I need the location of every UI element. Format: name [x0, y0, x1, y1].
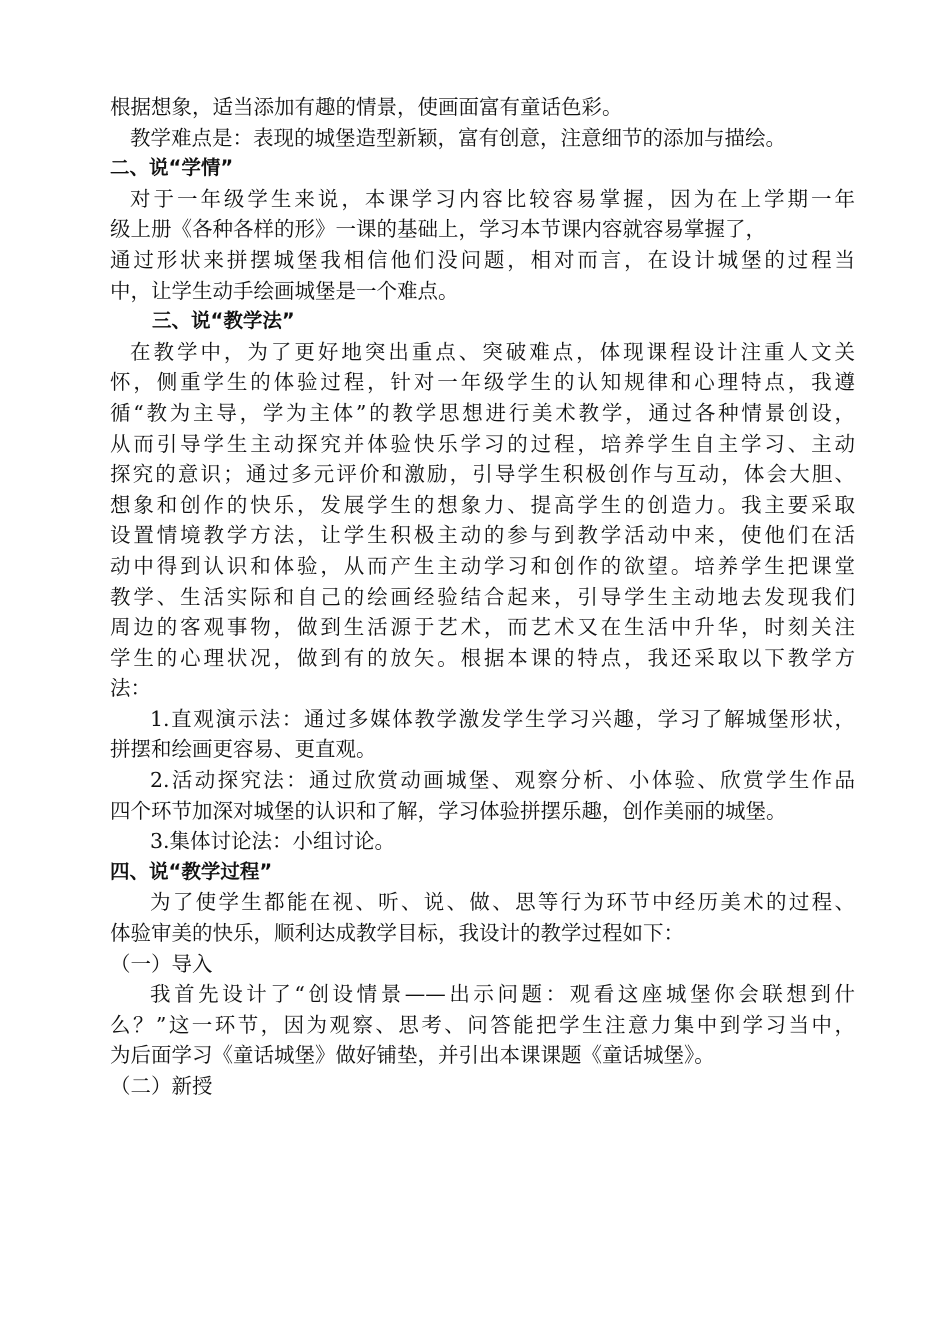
text-line: 循“教为主导，学为主体”的教学思想进行美术教学，通过各种情景创设，	[110, 400, 855, 425]
text-line: 么？”这一环节，因为观察、思考、问答能把学生注意力集中到学习当中，	[110, 1012, 855, 1037]
text-line: 根据想象，适当添加有趣的情景，使画面富有童话色彩。	[110, 95, 623, 119]
text-line: 教学、生活实际和自己的绘画经验结合起来，引导学生主动地去发现我们	[110, 584, 855, 609]
text-line: 为了使学生都能在视、听、说、做、思等行为环节中经历美术的过程、	[150, 890, 855, 915]
section-heading: 四、说“教学过程”	[110, 859, 273, 883]
text-line: 在教学中，为了更好地突出重点、突破难点，体现课程设计注重人文关	[130, 339, 855, 364]
text-line: 探究的意识；通过多元评价和激励，引导学生积极创作与互动，体会大胆、	[110, 462, 855, 487]
text-line: 中，让学生动手绘画城堡是一个难点。	[110, 278, 459, 303]
text-line: 动中得到认识和体验，从而产生主动学习和创作的欲望。培养学生把课堂	[110, 553, 855, 578]
section-heading: 三、说“教学法”	[152, 309, 295, 333]
text-line: 教学难点是：表现的城堡造型新颖，富有创意，注意细节的添加与描绘。	[130, 125, 786, 150]
text-line: 拼摆和绘画更容易、更直观。	[110, 737, 377, 762]
text-line: 从而引导学生主动探究并体验快乐学习的过程，培养学生自主学习、主动	[110, 431, 855, 456]
text-line: 通过形状来拼摆城堡我相信他们没问题，相对而言，在设计城堡的过程当	[110, 247, 855, 272]
text-line: 1.直观演示法：通过多媒体教学激发学生学习兴趣，学习了解城堡形状，	[150, 706, 855, 731]
text-line: 对于一年级学生来说，本课学习内容比较容易掌握，因为在上学期一年	[130, 186, 855, 211]
text-line: 设置情境教学方法，让学生积极主动的参与到教学活动中来，使他们在活	[110, 523, 855, 548]
text-line: 我首先设计了“创设情景——出示问题：观看这座城堡你会联想到什	[150, 982, 855, 1007]
section-heading: 二、说“学情”	[110, 156, 234, 180]
text-line: 想象和创作的快乐，发展学生的想象力、提高学生的创造力。我主要采取	[110, 492, 855, 517]
text-line: 为后面学习《童话城堡》做好铺垫，并引出本课课题《童话城堡》。	[110, 1043, 715, 1068]
text-line: 法：	[110, 676, 151, 701]
text-line: 怀，侧重学生的体验过程，针对一年级学生的认知规律和心理特点，我遵	[110, 370, 855, 395]
text-line: 四个环节加深对城堡的认识和了解，学习体验拼摆乐趣，创作美丽的城堡。	[110, 798, 787, 823]
text-line: 级上册《各种各样的形》一课的基础上，学习本节课内容就容易掌握了，	[110, 217, 766, 242]
text-line: 3.集体讨论法：小组讨论。	[150, 829, 396, 854]
text-line: 学生的心理状况，做到有的放矢。根据本课的特点，我还采取以下教学方	[110, 645, 855, 670]
text-line: 周边的客观事物，做到生活源于艺术，而艺术又在生活中升华，时刻关注	[110, 615, 855, 640]
text-line: 体验审美的快乐，顺利达成教学目标，我设计的教学过程如下：	[110, 921, 684, 946]
text-line: （一）导入	[110, 951, 213, 976]
text-line: 2.活动探究法：通过欣赏动画城堡、观察分析、小体验、欣赏学生作品	[150, 768, 855, 793]
text-line: （二）新授	[110, 1074, 213, 1098]
document-page	[110, 92, 855, 1102]
